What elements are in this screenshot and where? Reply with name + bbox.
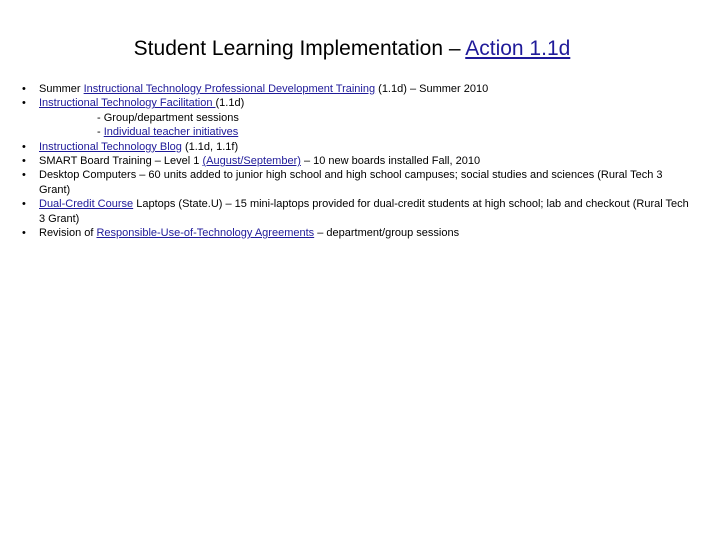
bullet-icon: •	[22, 227, 26, 240]
item-text: (1.1d)	[215, 97, 245, 110]
item-text: – 10 new boards installed Fall, 2010	[300, 155, 481, 168]
blog-link[interactable]: Instructional Technology Blog	[39, 140, 182, 153]
action-link[interactable]: Action 1.1d	[465, 37, 571, 60]
list-item-dual-credit	[22, 197, 692, 226]
list-item-pd-training	[22, 82, 692, 96]
bullet-icon: •	[22, 169, 26, 182]
item-text: (1.1d, 1.1f)	[181, 140, 239, 153]
item-text: – department/group sessions	[314, 227, 460, 240]
bullet-list	[22, 82, 692, 240]
sub-item-group-sessions	[39, 111, 692, 125]
item-text: Revision of	[39, 227, 97, 240]
list-item-smart-board	[22, 154, 692, 168]
bullet-list-container	[22, 82, 692, 240]
sub-dash: -	[97, 111, 104, 124]
bullet-icon: •	[22, 140, 26, 153]
list-item-facilitation	[22, 96, 692, 139]
item-text: SMART Board Training – Level 1	[39, 155, 203, 168]
responsible-use-link[interactable]: Responsible-Use-of-Technology Agreements	[96, 227, 315, 240]
list-item-responsible-use	[22, 226, 692, 240]
item-text: Laptops (State.U) – 15 mini-laptops provided for dual-credit students at high school; lab and checkout (Rural Tech 3 Grant)	[39, 198, 689, 225]
item-text: Summer	[39, 83, 84, 95]
bullet-icon: •	[22, 198, 26, 211]
august-september-link[interactable]: (August/September)	[202, 155, 301, 168]
facilitation-link[interactable]: Instructional Technology Facilitation	[39, 97, 216, 110]
teacher-initiatives-link[interactable]: Individual teacher initiatives	[103, 126, 239, 139]
bullet-icon: •	[22, 83, 26, 95]
sub-item-text: Group/department sessions	[103, 111, 239, 124]
pd-training-link[interactable]: Instructional Technology Professional Development Training	[83, 83, 376, 95]
item-text: Desktop Computers – 60 units added to junior high school and high school campuses; social studies and sciences (Rural Tech 3 Grant)	[39, 169, 663, 196]
bullet-icon: •	[22, 97, 26, 110]
sub-dash: -	[97, 126, 104, 139]
item-text: (1.1d) – Summer 2010	[375, 83, 489, 95]
list-item-blog	[22, 140, 692, 154]
title-text: Student Learning Implementation –	[133, 37, 466, 60]
sub-item-teacher-initiatives	[39, 125, 692, 139]
list-item-desktop-computers	[22, 168, 692, 197]
slide-title	[0, 36, 704, 62]
bullet-icon: •	[22, 155, 26, 168]
dual-credit-link[interactable]: Dual-Credit Course	[39, 198, 134, 211]
